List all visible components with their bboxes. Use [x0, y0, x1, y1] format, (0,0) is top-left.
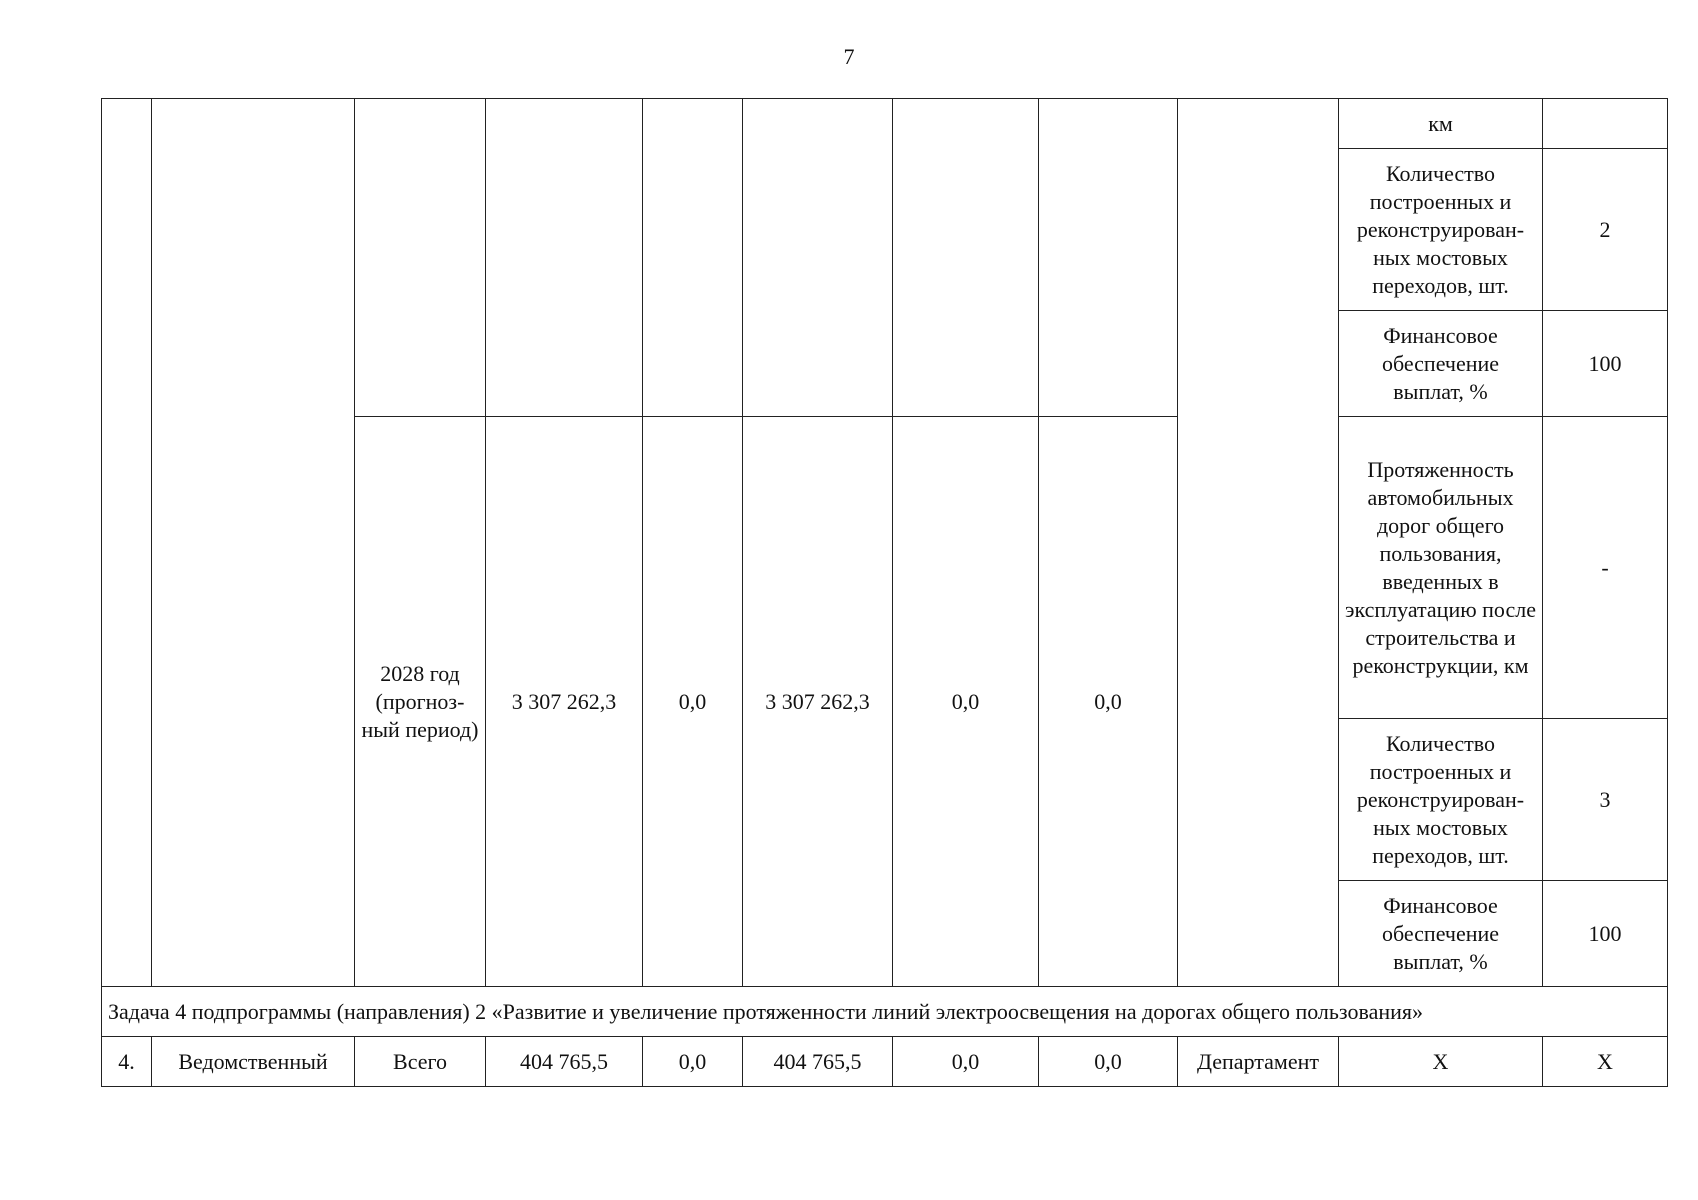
indicator-name: Финансовое обеспечение выплат, % [1339, 311, 1543, 417]
event-type-cell: Ведомственный [152, 1037, 355, 1087]
federal-cell: 0,0 [643, 417, 743, 987]
other-cell: 0,0 [1039, 417, 1178, 987]
indicator-name: Количество построенных и реконструирован-ных мостовых переходов, шт. [1339, 149, 1543, 311]
total-cell-empty [486, 99, 643, 417]
period-cell: 2028 год (прогноз-ный период) [355, 417, 486, 987]
municipal-cell-empty [893, 99, 1039, 417]
executor-cell: Департамент [1178, 1037, 1339, 1087]
indicator-value: 2 [1543, 149, 1668, 311]
executor-cell-empty [1178, 99, 1339, 987]
indicator-name: Финансовое обеспечение выплат, % [1339, 881, 1543, 987]
number-cell: 4. [102, 1037, 152, 1087]
regional-cell: 3 307 262,3 [743, 417, 893, 987]
indicator-value: Х [1543, 1037, 1668, 1087]
event-cell-empty [152, 99, 355, 987]
regional-cell-empty [743, 99, 893, 417]
total-cell: 3 307 262,3 [486, 417, 643, 987]
federal-cell-empty [643, 99, 743, 417]
federal-cell: 0,0 [643, 1037, 743, 1087]
indicator-value [1543, 99, 1668, 149]
municipal-cell: 0,0 [893, 1037, 1039, 1087]
other-cell-empty [1039, 99, 1178, 417]
page-number: 7 [843, 44, 855, 69]
municipal-cell: 0,0 [893, 417, 1039, 987]
indicator-name: Количество построенных и реконструирован-ных мостовых переходов, шт. [1339, 719, 1543, 881]
task-header: Задача 4 подпрограммы (направления) 2 «Развитие и увеличение протяженности линий электроосвещения на дорогах общего пользования» [102, 987, 1668, 1037]
table-row [102, 99, 1668, 149]
other-cell: 0,0 [1039, 1037, 1178, 1087]
indicator-value: 3 [1543, 719, 1668, 881]
indicator-value: 100 [1543, 881, 1668, 987]
period-cell-empty [355, 99, 486, 417]
regional-cell: 404 765,5 [743, 1037, 893, 1087]
indicator-name: Х [1339, 1037, 1543, 1087]
number-cell-empty [102, 99, 152, 987]
total-cell: 404 765,5 [486, 1037, 643, 1087]
table-row [102, 1037, 1668, 1087]
indicator-name: км [1339, 99, 1543, 149]
table-row [102, 987, 1668, 1037]
indicator-value: - [1543, 417, 1668, 719]
period-cell: Всего [355, 1037, 486, 1087]
indicator-name: Протяженность автомобильных дорог общего пользования, введенных в эксплуатацию после строительства и реконструкции, км [1339, 417, 1543, 719]
program-table [101, 98, 1668, 1087]
indicator-value: 100 [1543, 311, 1668, 417]
